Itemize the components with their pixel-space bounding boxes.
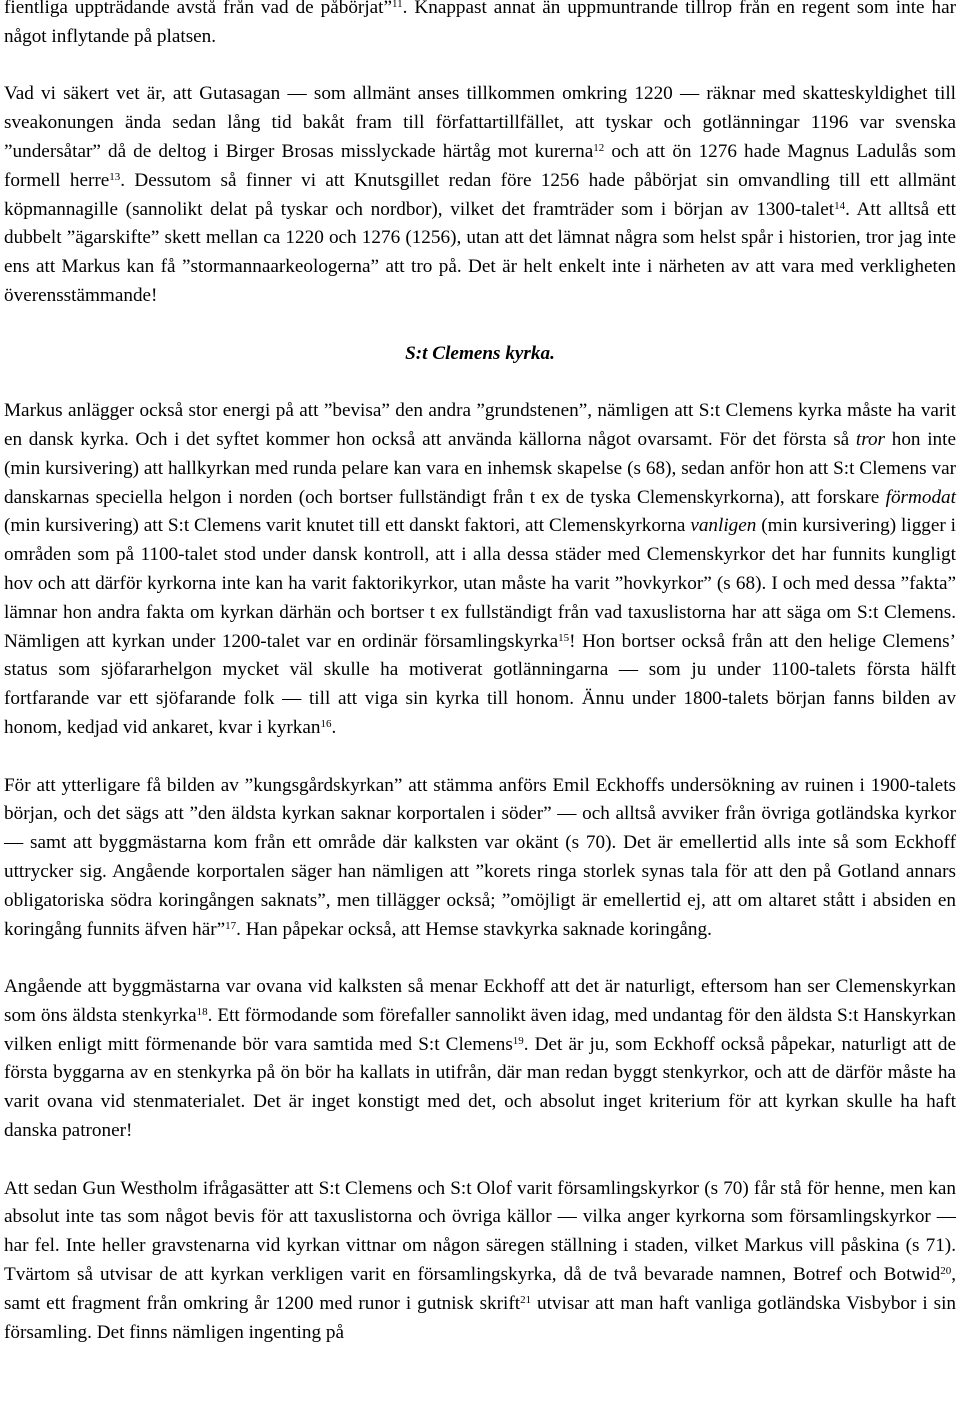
text-run: Markus anlägger också stor energi på att ”bevisa” den andra ”grundstenen”, nämligen att S:t Clemens kyrka måste ha varit en dansk kyrka. Och i det syftet kommer hon också att använda källorna något ovarsamt. För det första så (4, 400, 956, 450)
paragraph-westholm (4, 1175, 956, 1348)
text-run: (min kursivering) ligger i områden som på 1100-talet stod under dansk kontroll, att i alla dessa städer med Clemenskyrkor det har funnits kungligt hov och att därför kyrkorna inte kan ha varit faktorikyrkor, utan måste ha varit ”hovkyrkor” (s 68). I och med dessa ”fakta” lämnar hon andra fakta om kyrkan därhän och bortser t ex fullständigt från vad taxuslistorna har att säga om S:t Clemens. Nämligen att kyrkan under 1200-talet var en ordinär församlingskyrka (4, 515, 956, 652)
text-run: . Det är ju, som Eckhoff också påpekar, naturligt att de första byggarna av en stenkyrka på ön bör ha kallats in utifrån, där man redan byggt stenkyrkor, och att de därför måste ha varit ovana vid stenmaterialet. Det är inget konstigt med det, och absolut inget kriterium för att kyrkan skulle ha haft danska patroner! (4, 1033, 956, 1142)
text-run: , samt ett fragment från omkring år 1200 med runor i gutnisk skrift (4, 1264, 956, 1314)
footnote-ref-21: 21 (520, 1293, 532, 1306)
text-run: . Att alltså ett dubbelt ”ägarskifte” skett mellan ca 1220 och 1276 (1256), utan att det lämnat några som helst spår i historien, tror jag inte ens att Markus kan få ”stormannaarkeologerna” att tro på. Det är helt enkelt inte i närheten av att vara med verkligheten överensstämmande! (4, 198, 956, 306)
text-run: och att ön 1276 hade Magnus Ladulås som formell herre (4, 140, 956, 191)
section-heading: S:t Clemens kyrka. (405, 342, 555, 364)
footnote-ref-14: 14 (834, 199, 846, 212)
document-page (4, 0, 956, 1347)
footnote-ref-20: 20 (940, 1265, 952, 1278)
paragraph-eckhoff (4, 772, 956, 945)
text-run: Angående att byggmästarna var ovana vid kalksten så menar Eckhoff att det är naturligt, eftersom han ser Clemenskyrkan som öns äldsta stenkyrka (4, 976, 956, 1026)
text-run: ! Hon bortser också från att den helige Clemens’ status som sjöfararhelgon mycket väl skulle ha motiverat gotlänningarna — som ju under 1100-talets första hälft fortfarande var ett sjöfarande folk — till att viga sin kyrka till honom. Ännu under 1800-talets början fanns bilden av honom, kedjad vid ankaret, kvar i kyrkan (4, 630, 956, 738)
paragraph-gutasagan (4, 80, 956, 310)
footnote-ref-19: 19 (512, 1034, 524, 1047)
text-run: utvisar att man haft vanliga gotländska Visbybor i sin församling. Det finns nämligen ingenting på (4, 1292, 957, 1343)
paragraph-danish-church (4, 397, 956, 743)
text-run: fientliga uppträdande avstå från vad de påbörjat” (4, 0, 393, 18)
footnote-ref-17: 17 (225, 919, 237, 932)
paragraph-intro-tail (4, 0, 956, 52)
text-run: . Knappast annat än uppmuntrande tillrop från en regent som inte har något inflytande på platsen. (4, 0, 956, 47)
text-run: Vad vi säkert vet är, att Gutasagan — som allmänt anses tillkommen omkring 1220 — räknar med skatteskyldighet till sveakonungen ända sedan lång tid bakåt fram till författartillfället, att tyskar och gotlänningar 1196 var svenska ”undersåtar” då de deltog i Birger Brosas misslyckade härtåg mot kurerna (4, 83, 956, 162)
footnote-ref-11: 11 (392, 0, 403, 10)
italic-run: vanligen (690, 515, 757, 537)
footnote-ref-12: 12 (593, 141, 605, 154)
italic-run: förmodat (885, 486, 956, 508)
footnote-ref-15: 15 (558, 631, 570, 644)
paragraph-limestone (4, 973, 956, 1146)
footnote-ref-13: 13 (109, 170, 121, 183)
text-run: hon inte (min kursivering) att hallkyrkan med runda pelare kan vara en inhemsk skapelse (s 68), sedan anför hon att S:t Clemens var danskarnas speciella helgon i norden (och bortser fullständigt från t ex de tyska Clemenskyrkorna), att forskare (4, 428, 956, 508)
footnote-ref-18: 18 (196, 1005, 208, 1018)
text-run: (min kursivering) att S:t Clemens varit knutet till ett danskt faktori, att Clemenskyrkorna (4, 515, 691, 537)
text-run: Att sedan Gun Westholm ifrågasätter att S:t Clemens och S:t Olof varit församlingskyrkor (s 70) får stå för henne, men kan absolut inte tas som något bevis för att taxuslistorna och övriga källor — vilka anger kyrkorna som församlingskyrkor — har fel. Inte heller gravstenarna vid kyrkan vittnar om någon säregen ställning i staden, vilket Markus vill påskina (s 71). Tvärtom så utvisar de att kyrkan verkligen varit en församlingskyrka, då de två bevarade namnen, Botref och Botwid (4, 1177, 956, 1286)
text-run: . (331, 716, 337, 738)
text-run: . Ett förmodande som förefaller sannolikt även idag, med undantag för den äldsta S:t Hanskyrkan vilken enligt mitt förmenande bör vara samtida med S:t Clemens (4, 1004, 956, 1055)
text-run: . Han påpekar också, att Hemse stavkyrka saknade koringång. (236, 918, 712, 940)
text-run: . Dessutom så finner vi att Knutsgillet redan före 1256 hade påbörjat sin omvandling till ett allmänt köpmannagille (sannolikt delat på tyskar och nordbor), vilket det framträder som i början av 1300-talet (4, 169, 956, 220)
footnote-ref-16: 16 (320, 717, 332, 730)
text-run: För att ytterligare få bilden av ”kungsgårdskyrkan” att stämma anförs Emil Eckhoffs undersökning av ruinen i 1900-talets början, och det sägs att ”den äldsta kyrkan saknar korportalen i söder” — och alltså avviker från övriga gotländska kyrkor — samt att byggmästarna kom från ett område där kalksten var okänt (s 70). Det är emellertid alls inte så som Eckhoff uttrycker sig. Angående korportalen säger han nämligen att ”korets ringa storlek synas tala för att den på Gotland annars obligatoriska södra koringången saknats”, men tillägger också; ”omöjligt är emellertid ej, att om altaret stått i absiden en koringång funnits äfven här” (4, 774, 956, 940)
italic-run: tror (855, 428, 886, 450)
